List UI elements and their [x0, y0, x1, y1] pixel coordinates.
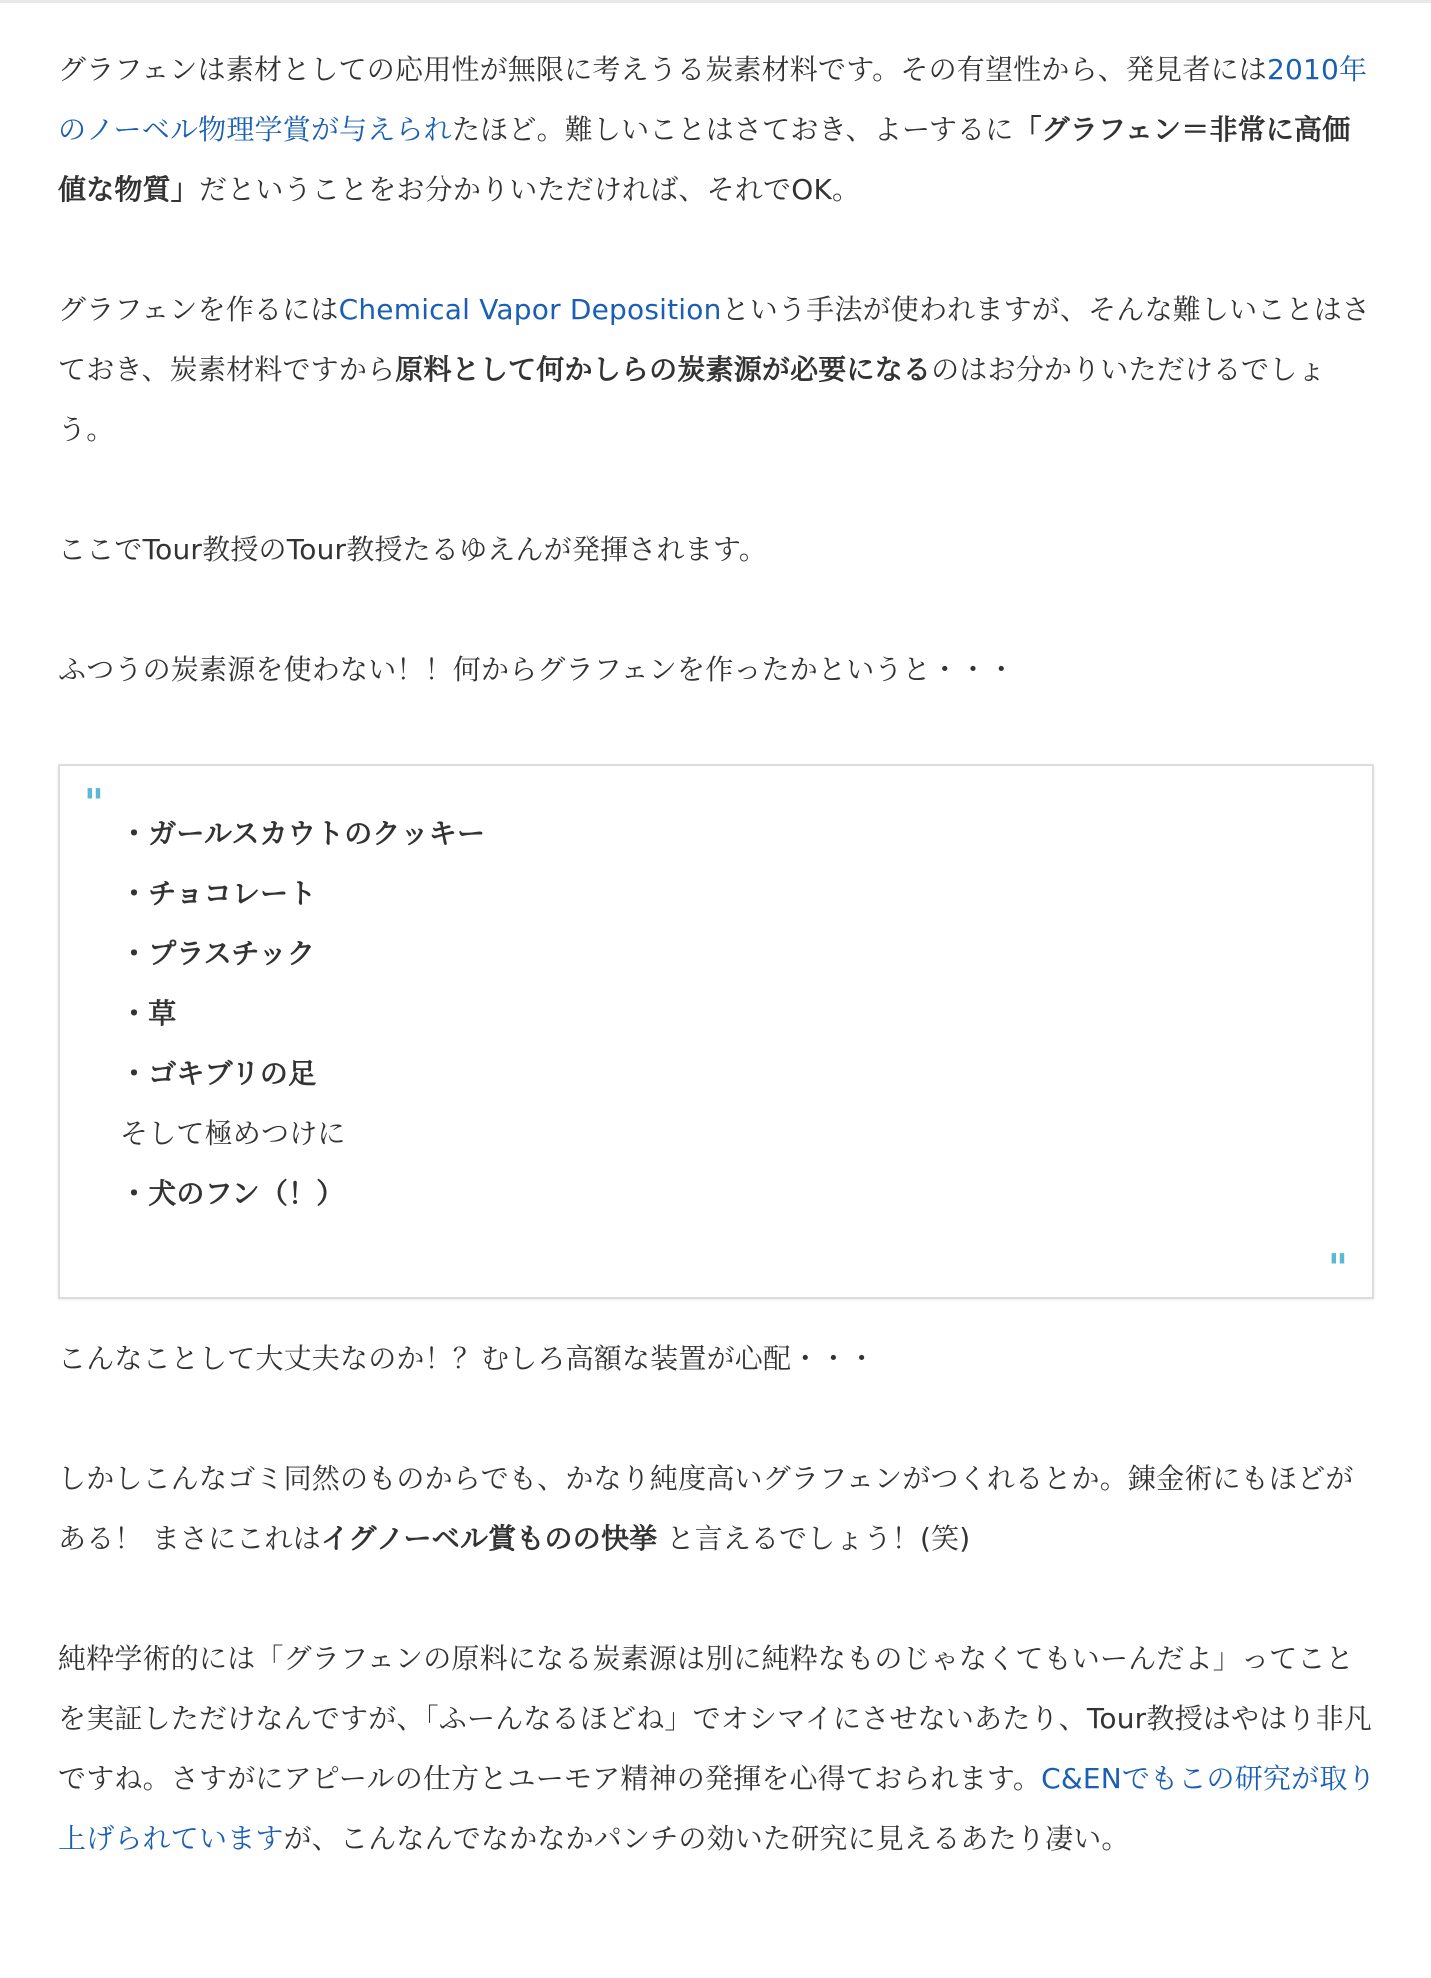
quote-list-item: ・犬のフン（！） — [120, 1177, 345, 1210]
text-segment: 純粋学術的には「グラフェンの原料になる炭素源は別に純粋なものじゃなくてもいーんだよ」ってことを実証しただけなんですが、「ふーんなるほどね」でオシマイにさせないあたり、Tour教授はやはり非凡ですね。さすがにアピールの仕方とユーモア精神の発揮を心得ておられます。 — [58, 1642, 1372, 1795]
carbon-source-quote — [58, 764, 1374, 1299]
paragraph-tour: ここでTour教授のTour教授たるゆえんが発揮されます。 — [58, 533, 768, 566]
text-segment: と言えるでしょう！(笑) — [657, 1522, 971, 1555]
paragraph-conclusion — [58, 1629, 1378, 1869]
text-segment: たほど。難しいことはさておき、よーするに — [451, 113, 1014, 146]
text-segment: という手法が使われますが、そんな難しいことはさておき、炭素材料ですから — [58, 293, 1371, 386]
open-quote-icon: " — [84, 780, 104, 825]
paragraph-alchemy — [58, 1449, 1378, 1569]
paragraph-carbon-source: ふつうの炭素源を使わない！！何からグラフェンを作ったかというと・・・ — [58, 653, 1016, 686]
quote-list-item: ・プラスチック — [120, 937, 316, 970]
quote-interlude: そして極めつけに — [120, 1117, 346, 1150]
cvd-link[interactable]: Chemical Vapor Deposition — [338, 293, 722, 326]
paragraph-graphene-intro — [58, 40, 1378, 220]
text-segment: しかしこんなゴミ同然のものからでも、かなり純度高いグラフェンがつくれるとか。錬金術にもほどがある！ まさにこれは — [58, 1462, 1354, 1555]
top-divider — [0, 0, 1431, 3]
quote-list-item: ・草 — [120, 997, 177, 1030]
paragraph-worry: こんなことして大丈夫なのか！？むしろ高額な装置が心配・・・ — [58, 1342, 876, 1375]
text-segment: のはお分かりいただけるでしょう。 — [58, 353, 1326, 446]
article-body — [58, 40, 1378, 1869]
bold-text: 原料として何かしらの炭素源が必要になる — [395, 353, 932, 386]
nobel-prize-link[interactable]: 2010年のノーベル物理学賞が与えられ — [58, 53, 1368, 146]
quote-list-item: ・ゴキブリの足 — [120, 1057, 317, 1090]
close-quote-icon: " — [1328, 1245, 1348, 1290]
quote-list-item: ・チョコレート — [120, 877, 317, 910]
paragraph-cvd — [58, 280, 1378, 460]
text-segment: グラフェンを作るには — [58, 293, 339, 326]
text-segment: が、こんなんでなかなかパンチの効いた研究に見えるあたり凄い。 — [283, 1822, 1130, 1855]
bold-text: イグノーベル賞ものの快挙 — [320, 1522, 658, 1555]
cen-article-link[interactable]: C&ENでもこの研究が取り上げられています — [58, 1762, 1376, 1855]
bold-text: 「グラフェン＝非常に高価値な物質」 — [58, 113, 1351, 206]
text-segment: だということをお分かりいただければ、それでOK。 — [199, 173, 861, 206]
quote-list-item: ・ガールスカウトのクッキー — [120, 817, 486, 850]
text-segment: グラフェンは素材としての応用性が無限に考えうる炭素材料です。その有望性から、発見者には — [58, 53, 1267, 86]
